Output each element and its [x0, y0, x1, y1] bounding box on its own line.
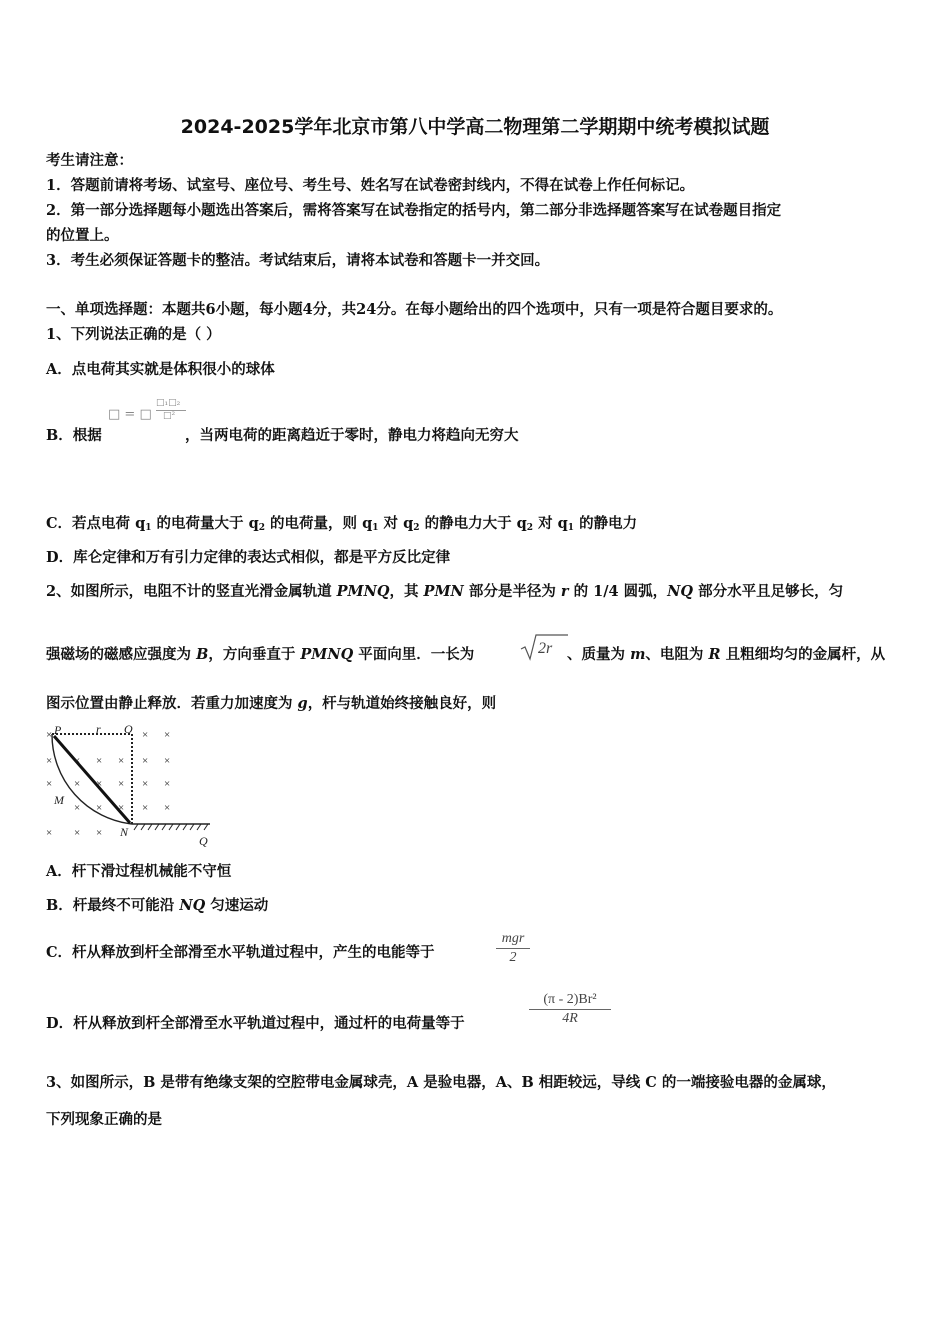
q2-option-b: B．杆最终不可能沿 NQ 匀速运动: [46, 897, 269, 914]
notice-item-1: 1．答题前请将考场、试室号、座位号、考生号、姓名写在试卷密封线内，不得在试卷上作任何标记。: [46, 177, 695, 194]
svg-text:×: ×: [96, 827, 103, 839]
label-m: M: [54, 793, 64, 807]
q2-stem-line-1: 2、如图所示，电阻不计的竖直光滑金属轨道 PMNQ，其 PMN 部分是半径为 r 的 1/4 圆弧，NQ 部分水平且足够长，匀: [46, 583, 844, 600]
svg-text:×: ×: [74, 827, 81, 839]
q2-stem-line-3: 图示位置由静止释放．若重力加速度为 g，杆与轨道始终接触良好，则: [46, 695, 497, 712]
fraction-denominator: 4R: [562, 1011, 578, 1026]
q2-sqrt-formula: [519, 632, 569, 666]
svg-text:×: ×: [74, 755, 81, 767]
notice-item-2: 2．第一部分选择题每小题选出答案后，需将答案写在试卷指定的括号内，第二部分非选择题答案写在试卷题目指定: [46, 202, 782, 219]
label-o: O: [124, 722, 133, 736]
sqrt-sign-icon: [519, 632, 569, 662]
ground-hatch: [134, 824, 208, 830]
svg-text:×: ×: [46, 729, 53, 741]
svg-text:×: ×: [46, 778, 53, 790]
label-q: Q: [199, 834, 208, 848]
svg-text:×: ×: [118, 755, 125, 767]
svg-text:×: ×: [142, 778, 149, 790]
q2-figure: [44, 722, 214, 852]
rail-diagram: [44, 722, 214, 848]
notice-item-2-cont: 的位置上。: [46, 227, 119, 244]
q2-option-d: D．杆从释放到杆全部滑至水平轨道过程中，通过杆的电荷量等于: [46, 1015, 465, 1032]
fraction-numerator: (π - 2)Br²: [543, 992, 597, 1007]
q3-stem-line-1: 3、如图所示，B 是带有绝缘支架的空腔带电金属球壳，A 是验电器，A、B 相距较远，导线 C 的一端接验电器的金属球，: [46, 1074, 836, 1091]
page-title: 2024-2025学年北京市第八中学高二物理第二学期期中统考模拟试题: [180, 116, 770, 138]
q1-option-b-suffix: ，当两电荷的距离趋近于零时，静电力将趋向无穷大: [185, 427, 519, 444]
q2-option-c-fraction: [494, 930, 532, 967]
q2-option-d-fraction: [528, 991, 612, 1028]
svg-text:×: ×: [164, 755, 171, 767]
q1-option-a: A．点电荷其实就是体积很小的球体: [46, 361, 275, 378]
section-heading: 一、单项选择题：本题共6小题，每小题4分，共24分。在每小题给出的四个选项中，只有一项是符合题目要求的。: [46, 301, 783, 318]
label-r: r: [96, 722, 101, 736]
svg-text:×: ×: [118, 802, 125, 814]
svg-text:×: ×: [142, 755, 149, 767]
fraction-denominator: 2: [509, 950, 517, 965]
q2-stem-line-2: 强磁场的磁感应强度为 B，方向垂直于 PMNQ 平面向里．一长为: [46, 646, 475, 663]
svg-text:×: ×: [164, 802, 171, 814]
svg-text:×: ×: [46, 827, 53, 839]
fraction-numerator: mgr: [501, 931, 525, 946]
magnetic-field-crosses: [46, 729, 170, 839]
svg-text:×: ×: [142, 729, 149, 741]
q2-option-a: A．杆下滑过程机械能不守恒: [46, 863, 232, 880]
svg-text:×: ×: [74, 802, 81, 814]
svg-text:×: ×: [74, 778, 81, 790]
svg-text:×: ×: [142, 802, 149, 814]
q1-option-c: C．若点电荷 $q_1$ 的电荷量大于 $q_2$ 的电荷量，则 $q_1$ 对 $q_2$ 的静电力大于 $q_2$ 对 $q_1$ 的静电力: [46, 515, 638, 533]
svg-text:×: ×: [118, 778, 125, 790]
q1-option-d: D．库仑定律和万有引力定律的表达式相似，都是平方反比定律: [46, 549, 451, 566]
q1-stem: 1、下列说法正确的是（ ）: [46, 326, 221, 343]
label-n: N: [120, 825, 129, 839]
svg-text:×: ×: [46, 755, 53, 767]
svg-text:×: ×: [96, 755, 103, 767]
label-p: P: [54, 723, 62, 737]
q1-option-b-prefix: B．根据: [46, 427, 102, 444]
sqrt-content: 2r: [538, 640, 553, 657]
svg-text:×: ×: [164, 778, 171, 790]
svg-text:×: ×: [164, 729, 171, 741]
q2-stem-line-2-rest: 、质量为 m、电阻为 R 且粗细均匀的金属杆，从: [567, 646, 886, 663]
q1-formula-lhs: □ = □: [108, 407, 152, 422]
q1-formula-numerator: □₁□₂: [156, 398, 181, 408]
notice-heading: 考生请注意：: [46, 152, 133, 169]
q1-formula-denominator: □²: [163, 411, 176, 421]
notice-item-3: 3．考生必须保证答题卡的整洁。考试结束后，请将本试卷和答题卡一并交回。: [46, 252, 550, 269]
svg-text:×: ×: [96, 802, 103, 814]
svg-text:×: ×: [96, 778, 103, 790]
q3-stem-line-2: 下列现象正确的是: [46, 1111, 162, 1128]
q2-option-c: C．杆从释放到杆全部滑至水平轨道过程中，产生的电能等于: [46, 944, 435, 961]
